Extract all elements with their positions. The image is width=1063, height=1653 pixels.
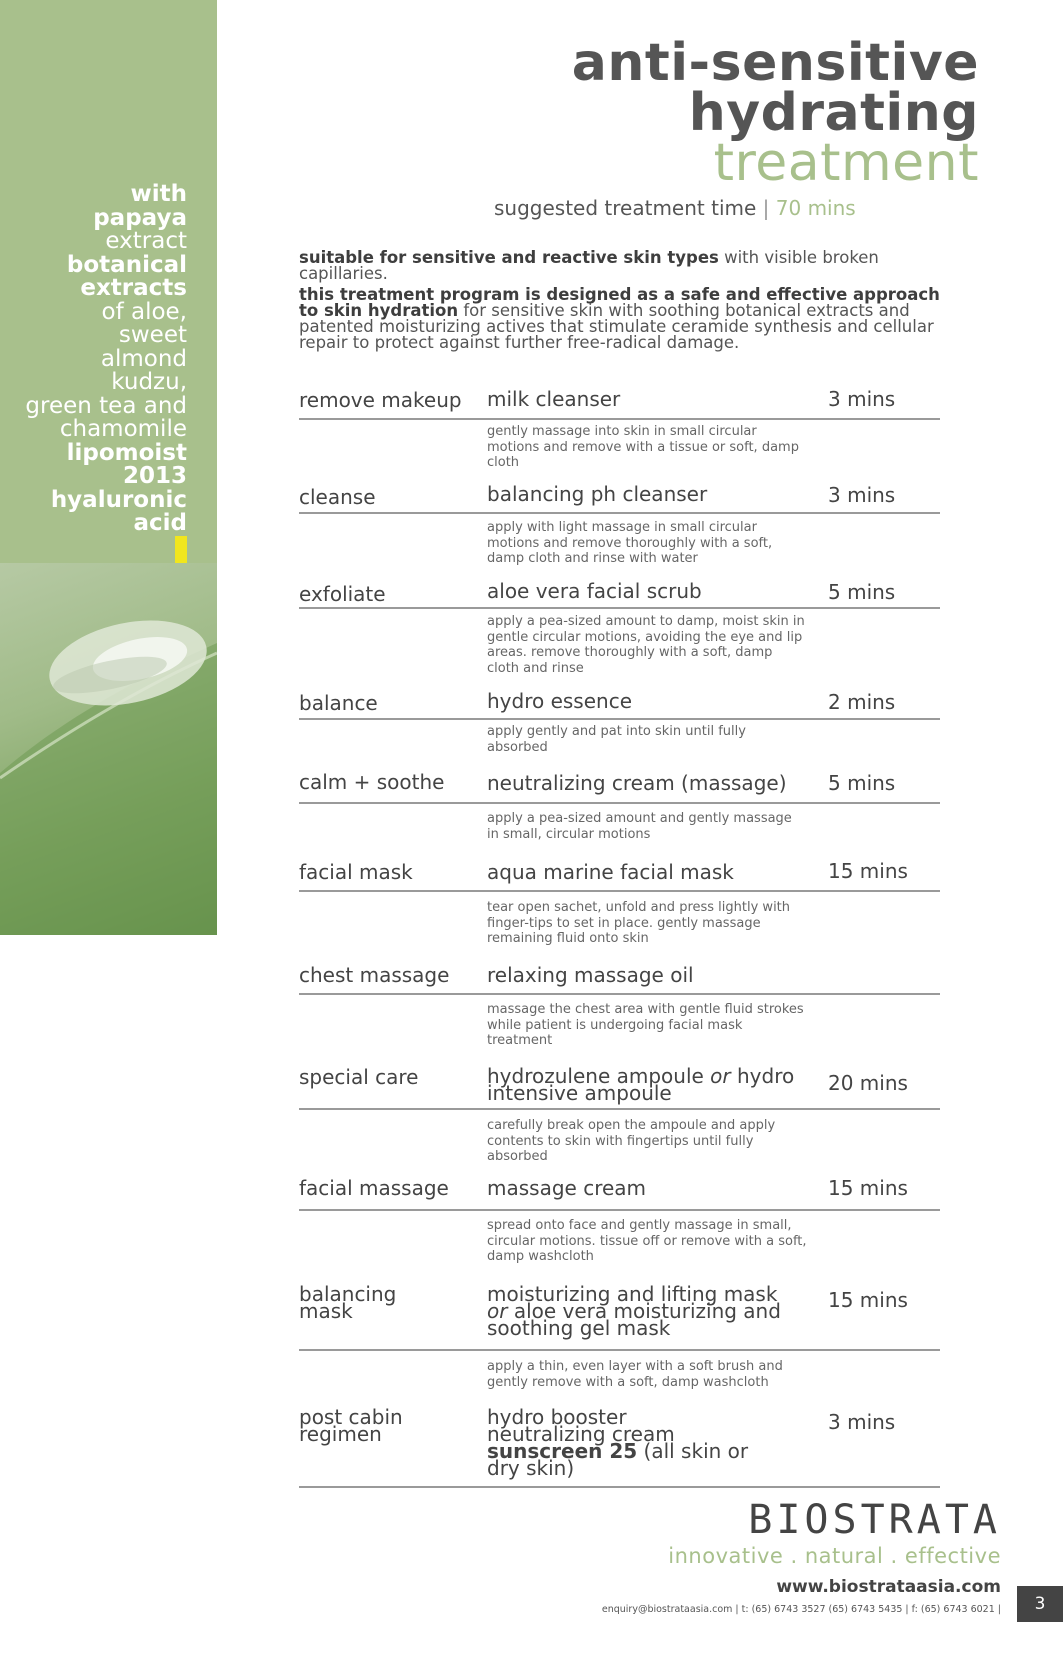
ingredient-line: hyaluronic acid [50, 486, 187, 536]
ingredient-line: with [130, 181, 187, 207]
step-time: 3 mins [828, 1410, 896, 1434]
time-separator: | [762, 196, 770, 220]
product-line: neutralizing cream [487, 1422, 675, 1446]
suggested-time [494, 196, 856, 220]
step-description: apply a pea-sized amount and gently massage in small, circular motions [487, 811, 792, 842]
suitable-paragraph [299, 250, 959, 282]
step-description: massage the chest area with gentle fluid strokes while patient is undergoing facial mask treatment [487, 1002, 804, 1048]
row-divider [299, 1108, 940, 1110]
leaf-photo [0, 563, 217, 935]
row-divider [299, 890, 940, 892]
step-time: 20 mins [828, 1071, 908, 1095]
time-label: suggested treatment time [494, 196, 757, 220]
product-name: milk cleanser [487, 387, 621, 411]
ingredient-line: extract [105, 228, 187, 254]
ingredient-line: green tea and [25, 392, 187, 419]
step-description: spread onto face and gently massage in small, circular motions. tissue off or remove with a soft, damp washcloth [487, 1218, 807, 1264]
ingredient-line: lipomoist 2013 [66, 439, 187, 489]
step-time: 15 mins [828, 859, 908, 883]
step-name: exfoliate [299, 582, 386, 606]
sidebar-panel [0, 0, 217, 935]
step-name: facial mask [299, 860, 413, 884]
row-divider [299, 1209, 940, 1211]
ingredient-line: chamomile [59, 416, 187, 442]
product-name: neutralizing cream (massage) [487, 771, 787, 795]
time-value: 70 mins [775, 196, 856, 220]
step-name: special care [299, 1065, 419, 1089]
product-or: or [710, 1064, 731, 1088]
ingredient-line: almond [100, 345, 187, 372]
program-rest: for sensitive skin with soothing botanical extracts and patented moisturizing actives that stimulate ceramide synthesis and cellular repair to protect against further free-radical damage. [299, 301, 934, 352]
row-divider [299, 993, 940, 995]
page-number: 3 [1017, 1586, 1063, 1622]
step-name: post cabin regimen [299, 1405, 403, 1446]
step-time: 3 mins [828, 387, 896, 411]
step-time: 5 mins [828, 771, 896, 795]
product-line: hydro booster [487, 1405, 627, 1429]
ingredient-line: kudzu, [111, 369, 187, 395]
brand-tagline: innovative . natural . effective [668, 1544, 1001, 1568]
step-name: chest massage [299, 963, 450, 987]
product-option: aloe vera moisturizing and soothing gel mask [487, 1299, 781, 1340]
title-line-accent: treatment [713, 133, 979, 193]
product-name: relaxing massage oil [487, 963, 694, 987]
row-divider [299, 607, 940, 609]
step-name: calm + soothe [299, 770, 445, 794]
step-description: carefully break open the ampoule and apply contents to skin with fingertips until fully absorbed [487, 1118, 776, 1164]
row-divider [299, 418, 940, 420]
product-or: or [487, 1299, 508, 1323]
product-name: balancing ph cleanser [487, 482, 708, 506]
step-description: apply a pea-sized amount to damp, moist skin in gentle circular motions, avoiding the eye and lip areas. remove thoroughly with a soft, damp cloth and rinse [487, 614, 805, 676]
step-description: tear open sachet, unfold and press lightly with finger-tips to set in place. gently massage remaining fluid onto skin [487, 900, 791, 946]
row-divider [299, 1349, 940, 1351]
product-name: massage cream [487, 1176, 647, 1200]
step-description: apply a thin, even layer with a soft brush and gently remove with a soft, damp washcloth [487, 1359, 783, 1390]
step-name: balancing mask [299, 1282, 397, 1323]
row-divider [299, 1486, 940, 1488]
product-option: hydrozulene ampoule [487, 1064, 704, 1088]
step-description: gently massage into skin in small circular motions and remove with a tissue or soft, damp cloth [487, 424, 799, 470]
product-name [487, 1405, 767, 1480]
title-line: anti-sensitive [571, 33, 979, 93]
product-bold: sunscreen 25 [487, 1439, 638, 1463]
product-name: hydro essence [487, 689, 633, 713]
program-paragraph [299, 287, 949, 351]
program-bold: this treatment program is designed as a safe and effective approach to skin hydration [299, 285, 940, 320]
row-divider [299, 802, 940, 804]
product-name: aqua marine facial mask [487, 860, 734, 884]
ingredient-line: papaya [93, 204, 187, 231]
product-note: (all skin or dry skin) [487, 1439, 749, 1480]
treatment-title [571, 33, 979, 193]
yellow-marker [175, 536, 187, 563]
ingredients-list [0, 183, 187, 536]
step-description: apply with light massage in small circular motions and remove thoroughly with a soft, damp cloth and rinse with water [487, 520, 773, 566]
suitable-rest: with visible broken capillaries. [299, 248, 879, 283]
contact-info: enquiry@biostrataasia.com | t: (65) 6743 3527 (65) 6743 5435 | f: (65) 6743 6021 | [601, 1604, 1001, 1615]
step-name: remove makeup [299, 388, 462, 412]
product-name [487, 1282, 797, 1340]
ingredient-line: botanical [66, 251, 187, 278]
step-time: 5 mins [828, 580, 896, 604]
step-name: cleanse [299, 485, 376, 509]
row-divider [299, 718, 940, 720]
suitable-bold: suitable for sensitive and reactive skin types [299, 248, 719, 267]
step-name: balance [299, 691, 378, 715]
title-line: hydrating [688, 83, 979, 143]
ingredient-line: extracts [80, 275, 187, 301]
website-link[interactable]: www.biostrataasia.com [776, 1577, 1001, 1597]
product-option: moisturizing and lifting mask [487, 1282, 778, 1306]
product-option: hydro intensive ampoule [487, 1064, 795, 1105]
step-description: apply gently and pat into skin until fully absorbed [487, 724, 746, 755]
brand-logo: BIOSTRATA [748, 1497, 1001, 1543]
ingredient-line: of aloe, [101, 298, 187, 325]
step-time: 2 mins [828, 690, 896, 714]
step-time: 15 mins [828, 1288, 908, 1312]
step-time: 3 mins [828, 483, 896, 507]
product-name: aloe vera facial scrub [487, 579, 702, 603]
product-line [487, 1439, 767, 1480]
row-divider [299, 512, 940, 514]
ingredient-line: sweet [118, 322, 187, 348]
step-name: facial massage [299, 1176, 449, 1200]
step-time: 15 mins [828, 1176, 908, 1200]
product-name [487, 1064, 817, 1105]
